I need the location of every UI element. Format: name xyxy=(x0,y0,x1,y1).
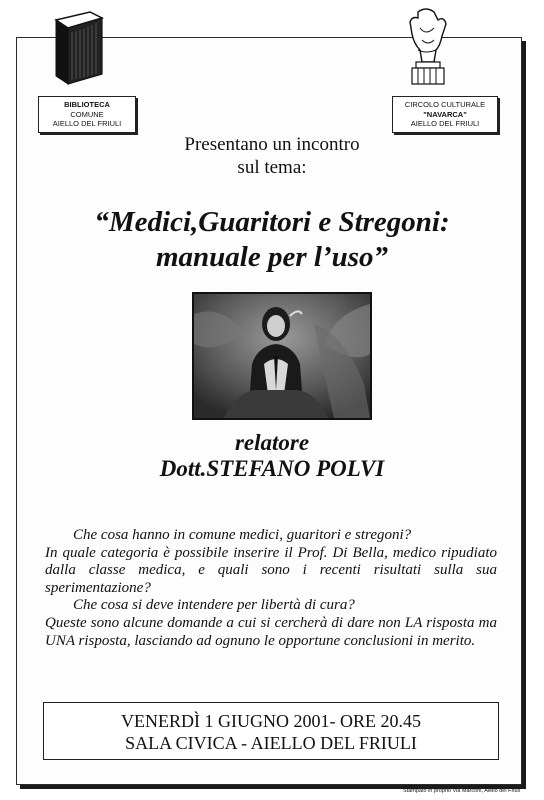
description-paragraph: Che cosa si deve intendere per libertà di cura? xyxy=(73,597,355,614)
description-paragraph: In quale categoria è possibile inserire il Prof. Di Bella, medico ripudiato dalla classe medica, e quali sono i recenti risultati sulla sua sperimentazione? xyxy=(45,544,497,596)
description-paragraph: Che cosa hanno in comune medici, guaritori e stregoni? xyxy=(73,527,412,543)
book-icon xyxy=(50,10,106,86)
cultural-circle-line2: "NAVARCA" xyxy=(423,109,467,119)
intro-line1: Presentano un incontro xyxy=(184,134,360,155)
library-label-line2: COMUNE xyxy=(70,109,104,119)
library-label-line3: AIELLO DEL FRIULI xyxy=(52,119,122,128)
description-paragraph: Queste sono alcune domande a cui si cercherà di dare non LA risposta ma UNA risposta, lasciando ad ognuno le opportune conclusioni in merito. xyxy=(45,614,497,649)
event-date-time: VENERDÌ 1 GIUGNO 2001- ORE 20.45 xyxy=(121,711,421,731)
meditating-figure-image xyxy=(194,294,370,418)
event-details-box xyxy=(43,702,499,760)
library-label xyxy=(38,96,136,133)
speaker-role: relatore xyxy=(234,430,310,455)
event-location: SALA CIVICA - AIELLO DEL FRIULI xyxy=(125,733,417,753)
cultural-circle-line3: AIELLO DEL FRIULI xyxy=(410,119,480,128)
statue-icon xyxy=(404,6,450,90)
description-text xyxy=(45,527,497,650)
cultural-circle-label xyxy=(392,96,498,133)
library-label-line1: BIBLIOTECA xyxy=(64,100,110,109)
title-line2: manuale per l’uso” xyxy=(155,241,389,273)
intro-line2: sul tema: xyxy=(237,157,307,178)
speaker-name: Dott.STEFANO POLVI xyxy=(159,456,385,481)
event-title xyxy=(0,205,544,275)
meditating-figure-photo xyxy=(192,292,372,420)
intro-text xyxy=(0,133,544,179)
title-line1: “Medici,Guaritori e Stregoni: xyxy=(94,206,450,238)
printer-note: Stampato in proprio Via Marconi, Aiello del Friuli xyxy=(403,788,520,794)
cultural-circle-line1: CIRCOLO CULTURALE xyxy=(404,100,486,109)
